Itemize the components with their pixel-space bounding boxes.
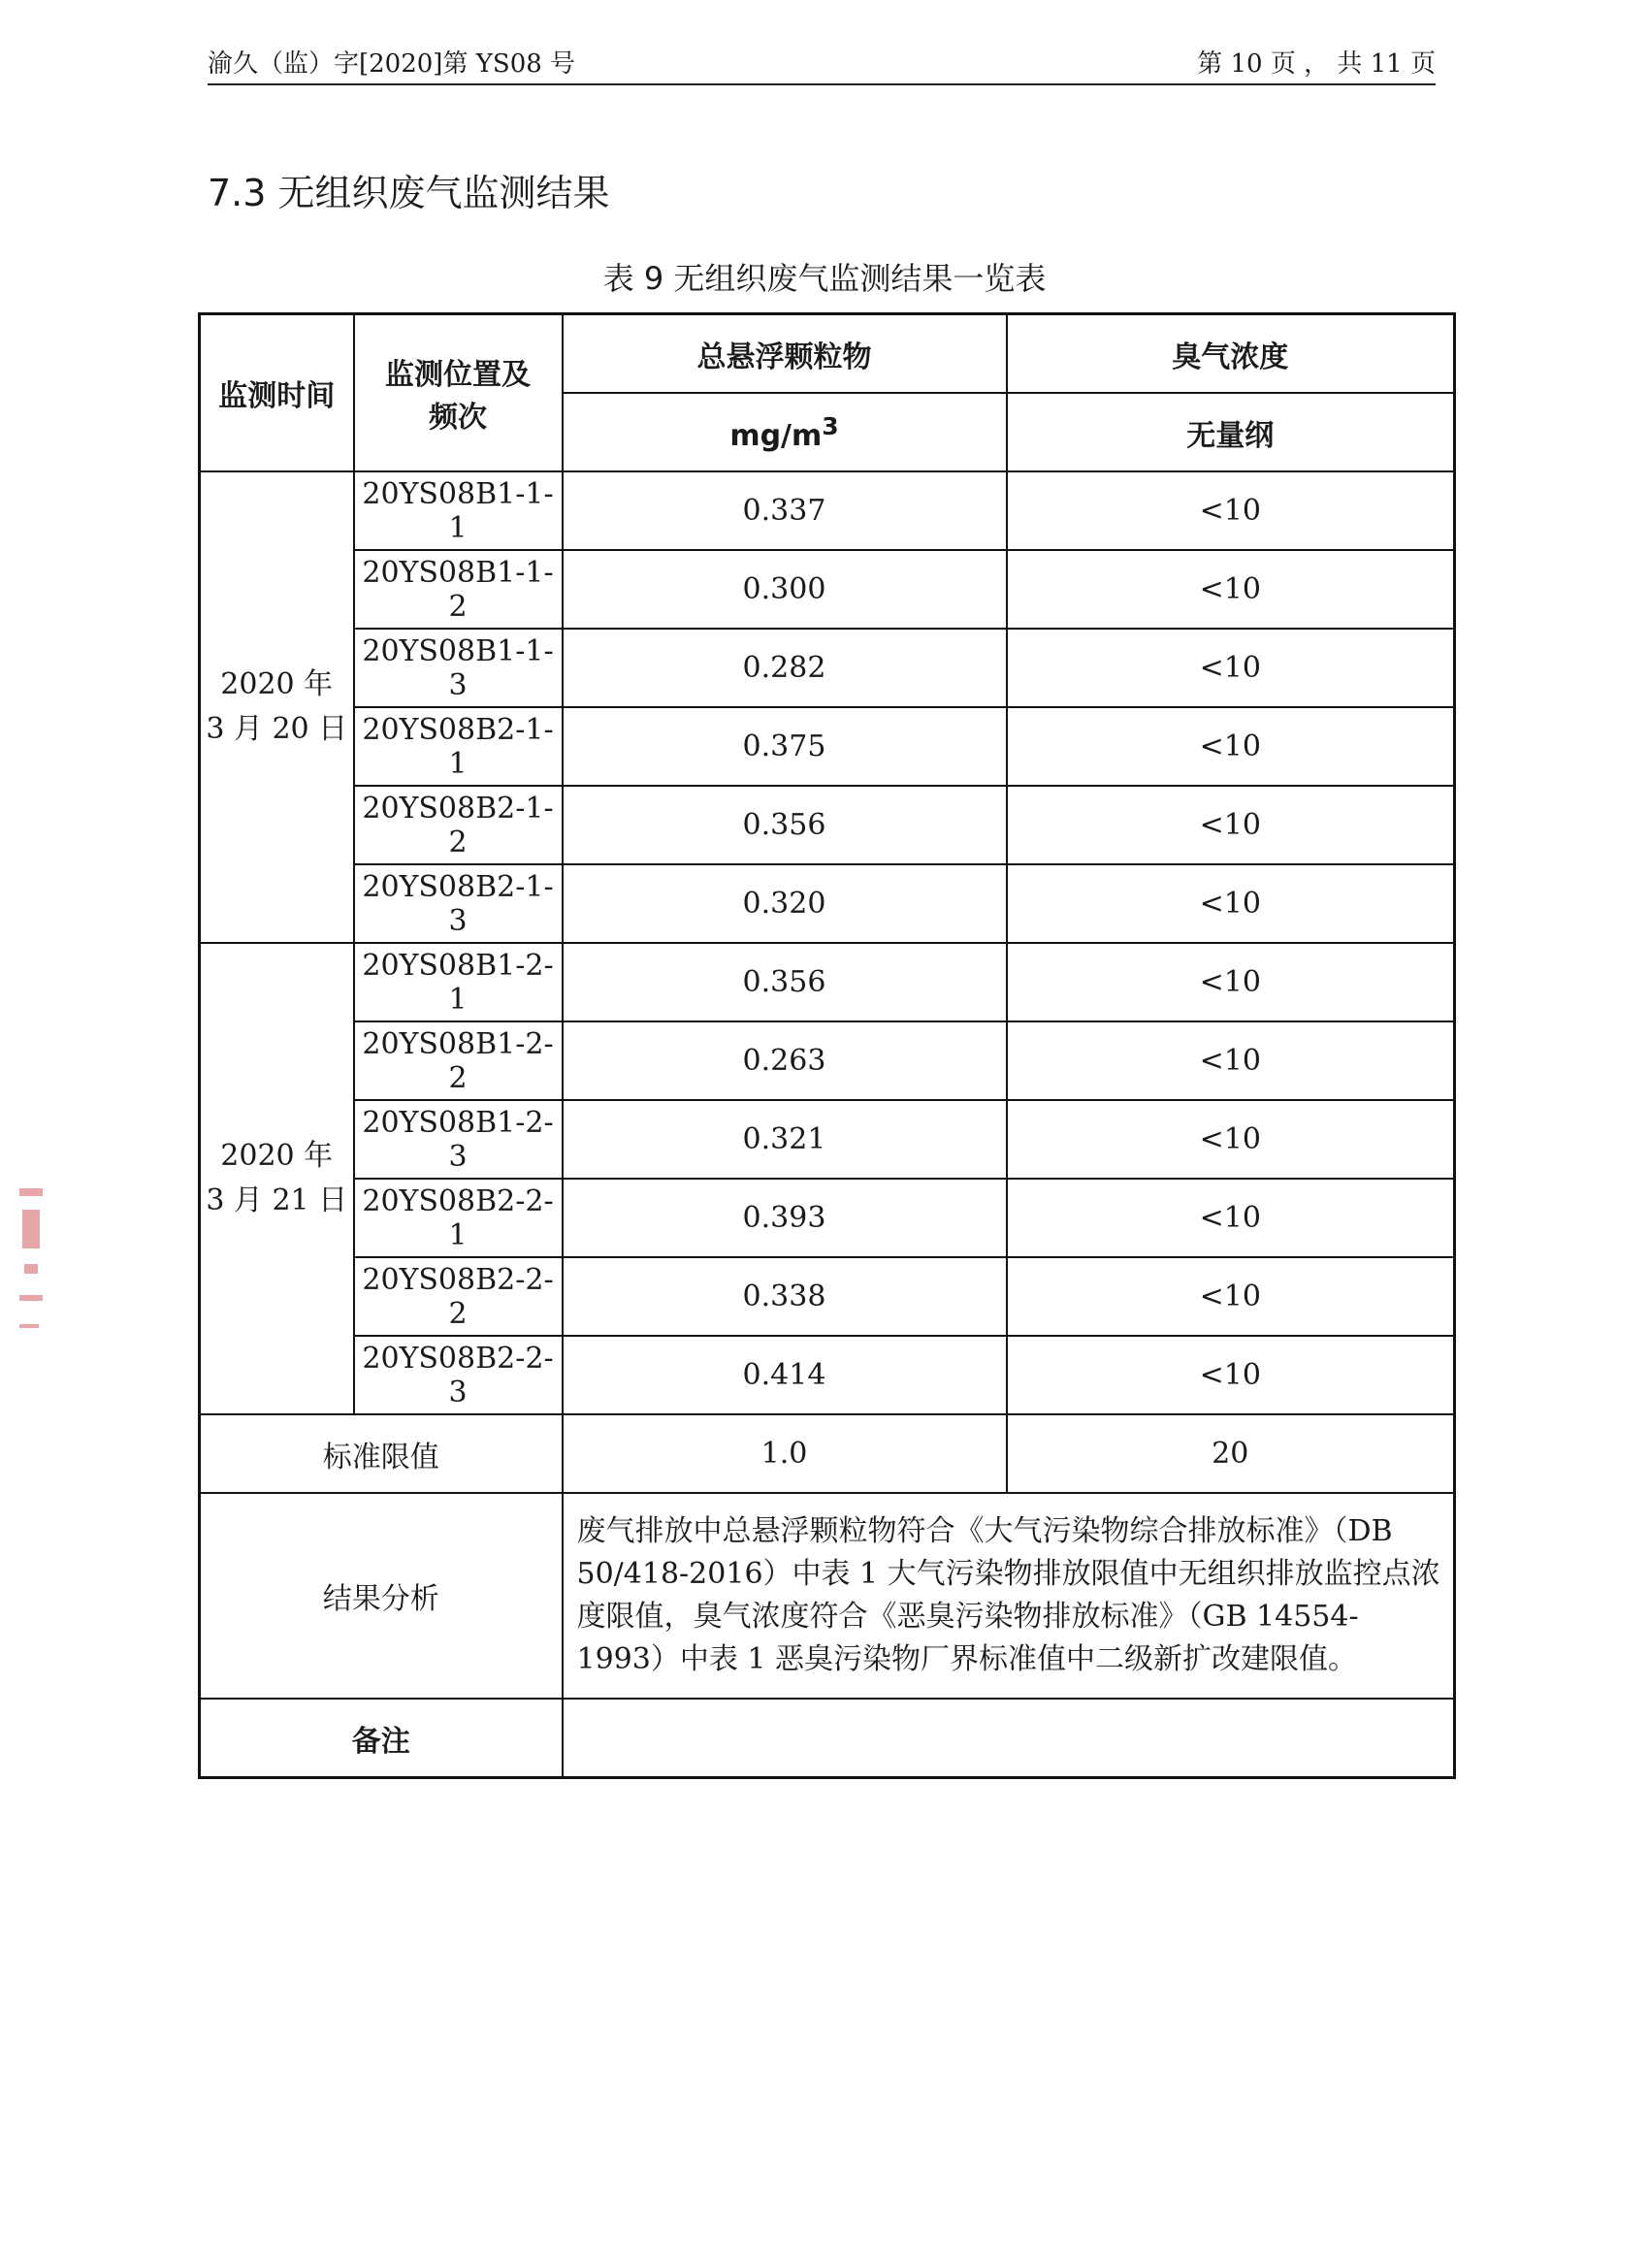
tsp-value-cell: 0.375 xyxy=(563,707,1007,786)
date-cell xyxy=(200,943,354,1414)
unit-odor: 无量纲 xyxy=(1007,393,1455,471)
tsp-value-cell: 0.338 xyxy=(563,1257,1007,1336)
seal-stamp-fragment xyxy=(19,1188,45,1334)
monitoring-results-table xyxy=(198,312,1456,1779)
standard-limit-label: 标准限值 xyxy=(200,1414,563,1493)
sample-id-cell: 20YS08B2-1-1 xyxy=(354,707,563,786)
tsp-value-cell: 0.321 xyxy=(563,1100,1007,1179)
header-location-line2: 频次 xyxy=(429,401,487,435)
header-location-line1: 监测位置及 xyxy=(385,358,531,392)
table-row xyxy=(200,1179,1455,1257)
unit-tsp-exponent: 3 xyxy=(822,411,839,440)
sample-id-cell: 20YS08B1-1-1 xyxy=(354,471,563,550)
table-row xyxy=(200,1336,1455,1414)
remarks-label: 备注 xyxy=(200,1699,563,1778)
tsp-value-cell: 0.356 xyxy=(563,786,1007,864)
header-monitoring-time: 监测时间 xyxy=(200,314,354,472)
sample-id-cell: 20YS08B2-1-2 xyxy=(354,786,563,864)
standard-limit-row xyxy=(200,1414,1455,1493)
remarks-row xyxy=(200,1699,1455,1778)
sample-id-cell: 20YS08B2-2-2 xyxy=(354,1257,563,1336)
header-location-frequency xyxy=(354,314,563,472)
odor-value-cell: <10 xyxy=(1007,1179,1455,1257)
section-title: 7.3 无组织废气监测结果 xyxy=(208,172,610,214)
standard-limit-tsp: 1.0 xyxy=(563,1414,1007,1493)
tsp-value-cell: 0.300 xyxy=(563,550,1007,629)
odor-value-cell: <10 xyxy=(1007,864,1455,943)
table-row xyxy=(200,864,1455,943)
odor-value-cell: <10 xyxy=(1007,786,1455,864)
header-odor: 臭气浓度 xyxy=(1007,314,1455,394)
result-analysis-text: 废气排放中总悬浮颗粒物符合《大气污染物综合排放标准》（DB 50/418-2016）中表 1 大气污染物排放限值中无组织排放监控点浓度限值，臭气浓度符合《恶臭污染物排放标准》（GB 14554-1993）中表 1 恶臭污染物厂界标准值中二级新扩改建限值。 xyxy=(563,1493,1455,1699)
table-row xyxy=(200,550,1455,629)
sample-id-cell: 20YS08B2-1-3 xyxy=(354,864,563,943)
odor-value-cell: <10 xyxy=(1007,1336,1455,1414)
unit-tsp xyxy=(563,393,1007,471)
sample-id-cell: 20YS08B1-2-3 xyxy=(354,1100,563,1179)
tsp-value-cell: 0.337 xyxy=(563,471,1007,550)
sample-id-cell: 20YS08B2-2-1 xyxy=(354,1179,563,1257)
table-row xyxy=(200,1257,1455,1336)
date-month-day: 3 月 21 日 xyxy=(206,1183,348,1217)
page-header xyxy=(208,45,1436,85)
odor-value-cell: <10 xyxy=(1007,943,1455,1021)
sample-id-cell: 20YS08B2-2-3 xyxy=(354,1336,563,1414)
result-analysis-label: 结果分析 xyxy=(200,1493,563,1699)
sample-id-cell: 20YS08B1-1-3 xyxy=(354,629,563,707)
document-number: 渝久（监）字[2020]第 YS08 号 xyxy=(208,49,576,79)
date-year: 2020 年 xyxy=(220,667,334,701)
table-row xyxy=(200,629,1455,707)
date-cell xyxy=(200,471,354,943)
tsp-value-cell: 0.393 xyxy=(563,1179,1007,1257)
tsp-value-cell: 0.282 xyxy=(563,629,1007,707)
unit-tsp-base: mg/m xyxy=(729,418,823,453)
sample-id-cell: 20YS08B1-2-2 xyxy=(354,1021,563,1100)
sample-id-cell: 20YS08B1-1-2 xyxy=(354,550,563,629)
table-row xyxy=(200,707,1455,786)
odor-value-cell: <10 xyxy=(1007,1257,1455,1336)
tsp-value-cell: 0.263 xyxy=(563,1021,1007,1100)
odor-value-cell: <10 xyxy=(1007,1021,1455,1100)
odor-value-cell: <10 xyxy=(1007,629,1455,707)
odor-value-cell: <10 xyxy=(1007,707,1455,786)
standard-limit-odor: 20 xyxy=(1007,1414,1455,1493)
header-tsp: 总悬浮颗粒物 xyxy=(563,314,1007,394)
table-row xyxy=(200,1021,1455,1100)
result-analysis-row xyxy=(200,1493,1455,1699)
remarks-value xyxy=(563,1699,1455,1778)
date-year: 2020 年 xyxy=(220,1139,334,1173)
date-month-day: 3 月 20 日 xyxy=(206,712,348,746)
table-row xyxy=(200,471,1455,550)
tsp-value-cell: 0.414 xyxy=(563,1336,1007,1414)
tsp-value-cell: 0.356 xyxy=(563,943,1007,1021)
table-row xyxy=(200,786,1455,864)
odor-value-cell: <10 xyxy=(1007,1100,1455,1179)
table-row xyxy=(200,943,1455,1021)
table-caption: 表 9 无组织废气监测结果一览表 xyxy=(602,260,1047,297)
odor-value-cell: <10 xyxy=(1007,550,1455,629)
table-row xyxy=(200,1100,1455,1179)
sample-id-cell: 20YS08B1-2-1 xyxy=(354,943,563,1021)
page-indicator: 第 10 页 ， 共 11 页 xyxy=(1197,49,1436,79)
tsp-value-cell: 0.320 xyxy=(563,864,1007,943)
header-row xyxy=(200,314,1455,394)
odor-value-cell: <10 xyxy=(1007,471,1455,550)
